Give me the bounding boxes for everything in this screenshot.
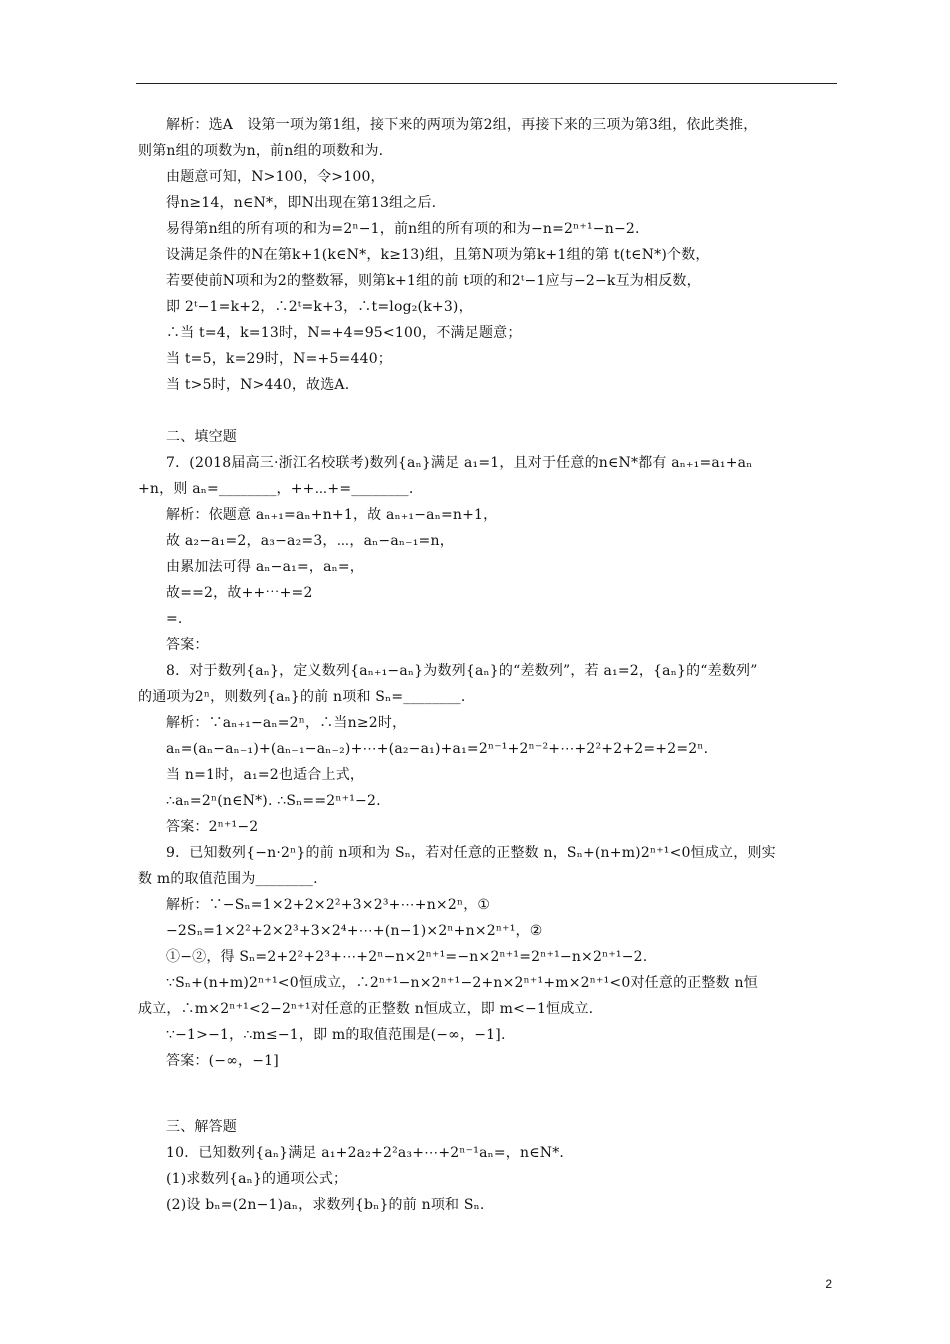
text-line: 当 t>5时，N>440，故选A. bbox=[166, 377, 350, 393]
text-line: aₙ=(aₙ−aₙ₋₁)+(aₙ₋₁−aₙ₋₂)+⋯+(a₂−a₁)+a₁=2ⁿ⁻¹+2ⁿ⁻²+⋯+2²+2+2=+2=2ⁿ. bbox=[166, 741, 709, 757]
text-line: 解析：∵−Sₙ=1×2+2×2²+3×2³+⋯+n×2ⁿ，① bbox=[166, 897, 491, 913]
question-8: 8．对于数列{aₙ}，定义数列{aₙ₊₁−aₙ}为数列{aₙ}的“差数列”，若 a₁=2，{aₙ}的“差数列” bbox=[166, 663, 758, 679]
answer-line: 答案：(−∞，−1] bbox=[166, 1053, 279, 1069]
text-line: 解析：依题意 aₙ₊₁=aₙ+n+1，故 aₙ₊₁−aₙ=n+1， bbox=[166, 507, 498, 523]
text-line: 若要使前N项和为2的整数幂，则第k+1组的前 t项的和2ᵗ−1应与−2−k互为相反数， bbox=[166, 273, 701, 289]
text-line: ∴当 t=4，k=13时，N=+4=95<100，不满足题意； bbox=[166, 325, 522, 341]
text-line: 由累加法可得 aₙ−a₁=，aₙ=， bbox=[166, 559, 365, 575]
text-line: 则第n组的项数为n，前n组的项数和为. bbox=[138, 143, 384, 159]
text-line: ∵−1>−1，∴m≤−1，即 m的取值范围是(−∞，−1]. bbox=[166, 1027, 506, 1043]
page-number: 2 bbox=[825, 1277, 832, 1291]
text-line: 解析：选A 设第一项为第1组，接下来的两项为第2组，再接下来的三项为第3组，依此类推， bbox=[166, 117, 758, 133]
text-line: 故==2，故++⋯+=2 bbox=[166, 585, 313, 601]
question-9: 9．已知数列{−n·2ⁿ}的前 n项和为 Sₙ，若对任意的正整数 n，Sₙ+(n+m)2ⁿ⁺¹<0恒成立，则实 bbox=[166, 845, 776, 861]
text-line: 得n≥14，n∈N*，即N出现在第13组之后. bbox=[166, 195, 437, 211]
text-line: +n，则 aₙ=________，++⋯+=________. bbox=[138, 481, 414, 497]
answer-line: 答案：2ⁿ⁺¹−2 bbox=[166, 819, 259, 835]
text-line: ∴aₙ=2ⁿ(n∈N*). ∴Sₙ==2ⁿ⁺¹−2. bbox=[166, 793, 381, 809]
text-line: (1)求数列{aₙ}的通项公式； bbox=[166, 1171, 348, 1187]
text-line: 设满足条件的N在第k+1(k∈N*，k≥13)组，且第N项为第k+1组的第 t(t∈N*)个数， bbox=[166, 247, 710, 263]
answer-line: 答案： bbox=[166, 637, 209, 653]
text-line: ∵Sₙ+(n+m)2ⁿ⁺¹<0恒成立，∴2ⁿ⁺¹−n×2ⁿ⁺¹−2+n×2ⁿ⁺¹+m×2ⁿ⁺¹<0对任意的正整数 n恒 bbox=[166, 975, 758, 991]
header-rule bbox=[136, 83, 837, 84]
text-line: 解析：∵aₙ₊₁−aₙ=2ⁿ，∴当n≥2时， bbox=[166, 715, 407, 731]
text-line: 故 a₂−a₁=2，a₃−a₂=3，⋯，aₙ−aₙ₋₁=n， bbox=[166, 533, 454, 549]
text-line: 当 n=1时，a₁=2也适合上式， bbox=[166, 767, 365, 783]
section-heading: 二、填空题 bbox=[166, 429, 237, 445]
section-heading: 三、解答题 bbox=[166, 1119, 237, 1135]
text-line: −2Sₙ=1×2²+2×2³+3×2⁴+⋯+(n−1)×2ⁿ+n×2ⁿ⁺¹，② bbox=[166, 923, 543, 939]
question-10: 10．已知数列{aₙ}满足 a₁+2a₂+2²a₃+⋯+2ⁿ⁻¹aₙ=，n∈N*. bbox=[166, 1145, 565, 1161]
text-line: =. bbox=[166, 611, 183, 627]
text-line: 即 2ᵗ−1=k+2，∴2ᵗ=k+3，∴t=log₂(k+3)， bbox=[166, 299, 473, 315]
text-line: ①−②，得 Sₙ=2+2²+2³+⋯+2ⁿ−n×2ⁿ⁺¹=−n×2ⁿ⁺¹=2ⁿ⁺¹−n×2ⁿ⁺¹−2. bbox=[166, 949, 648, 965]
text-line: (2)设 bₙ=(2n−1)aₙ，求数列{bₙ}的前 n项和 Sₙ. bbox=[166, 1197, 485, 1213]
question-7: 7．(2018届高三·浙江名校联考)数列{aₙ}满足 a₁=1，且对于任意的n∈N*都有 aₙ₊₁=a₁+aₙ bbox=[166, 455, 753, 471]
text-line: 的通项为2ⁿ，则数列{aₙ}的前 n项和 Sₙ=________. bbox=[138, 689, 466, 705]
page-content bbox=[138, 112, 841, 1218]
text-line: 当 t=5，k=29时，N=+5=440； bbox=[166, 351, 393, 367]
text-line: 易得第n组的所有项的和为=2ⁿ−1，前n组的所有项的和为−n=2ⁿ⁺¹−n−2. bbox=[166, 221, 640, 237]
text-line: 数 m的取值范围为________. bbox=[138, 871, 318, 887]
text-line: 成立，∴m×2ⁿ⁺¹<2−2ⁿ⁺¹对任意的正整数 n恒成立，即 m<−1恒成立. bbox=[138, 1001, 594, 1017]
text-line: 由题意可知，N>100，令>100， bbox=[166, 169, 385, 185]
